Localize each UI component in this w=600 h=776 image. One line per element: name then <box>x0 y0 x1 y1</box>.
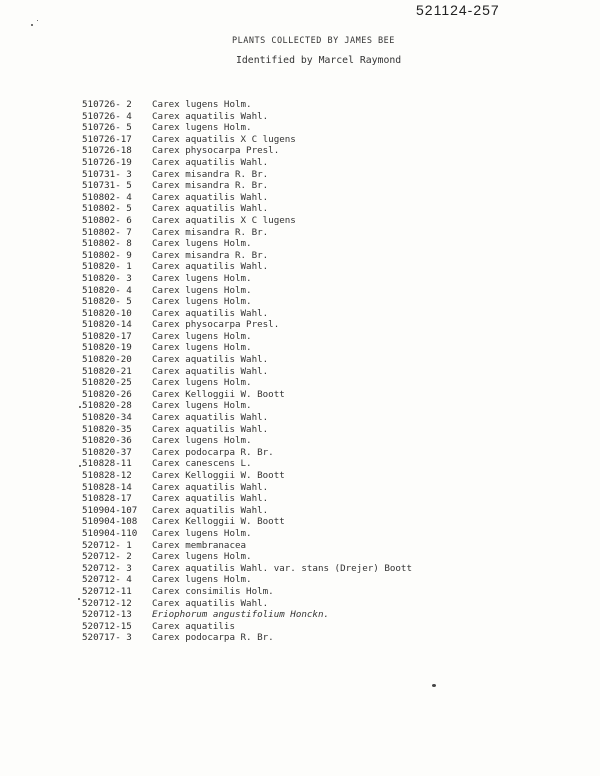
specimen-name: Carex aquatilis Wahl. <box>152 412 269 424</box>
specimen-number: 520712-13 <box>82 609 132 621</box>
specimen-list <box>82 99 412 644</box>
specimen-row <box>82 574 412 586</box>
specimen-name: Carex Kelloggii W. Boott <box>152 470 285 481</box>
scan-speck <box>79 406 81 408</box>
specimen-row <box>82 621 412 633</box>
specimen-row <box>82 389 412 401</box>
specimen-name: Carex lugens Holm. <box>152 122 252 134</box>
specimen-number: 510726-18 <box>82 145 132 157</box>
specimen-row <box>82 482 412 494</box>
specimen-number: 520712- 2 <box>82 551 132 563</box>
specimen-name: Carex lugens Holm. <box>152 99 252 110</box>
specimen-row <box>82 331 412 343</box>
specimen-number: 510828-12 <box>82 470 132 481</box>
specimen-number: 510820-36 <box>82 435 132 447</box>
specimen-name: Carex lugens Holm. <box>152 284 252 296</box>
specimen-name: Carex lugens Holm. <box>152 272 252 284</box>
specimen-row <box>82 505 412 517</box>
specimen-number: 510726-19 <box>82 156 132 168</box>
specimen-number: 510820- 4 <box>82 284 132 296</box>
specimen-number: 510904-107 <box>82 504 138 516</box>
specimen-row <box>82 238 412 250</box>
specimen-number: 510731- 5 <box>82 180 132 192</box>
specimen-row <box>82 493 412 505</box>
specimen-row <box>82 586 412 598</box>
specimen-name: Carex misandra R. Br. <box>152 249 269 261</box>
specimen-name: Carex physocarpa Presl. <box>152 145 280 157</box>
specimen-row <box>82 227 412 239</box>
specimen-row <box>82 400 412 412</box>
specimen-number: 510820-17 <box>82 330 132 342</box>
specimen-name: Carex Kelloggii W. Boott <box>152 516 285 528</box>
specimen-name: Carex misandra R. Br. <box>152 168 269 180</box>
specimen-number: 510820-34 <box>82 412 132 424</box>
specimen-row <box>82 157 412 169</box>
specimen-row <box>82 203 412 215</box>
specimen-name: Carex consimilis Holm. <box>152 585 274 597</box>
specimen-number: 510820-14 <box>82 319 132 331</box>
specimen-number: 520712-15 <box>82 620 132 632</box>
specimen-number: 510820-37 <box>82 446 132 458</box>
specimen-name: Carex misandra R. Br. <box>152 226 269 238</box>
specimen-row <box>82 540 412 552</box>
specimen-name: Carex aquatilis Wahl. <box>152 597 269 609</box>
specimen-number: 510802- 9 <box>82 249 132 261</box>
specimen-number: 510820-10 <box>82 307 132 319</box>
specimen-name: Carex aquatilis Wahl. <box>152 481 269 493</box>
specimen-row <box>82 342 412 354</box>
specimen-name: Carex Kelloggii W. Boott <box>152 388 285 400</box>
specimen-number: 510904-110 <box>82 527 138 539</box>
specimen-number: 510820-26 <box>82 388 132 400</box>
page-title: PLANTS COLLECTED BY JAMES BEE <box>232 36 395 46</box>
specimen-row <box>82 470 412 482</box>
specimen-number: 520712-12 <box>82 597 132 609</box>
specimen-number: 520712- 4 <box>82 574 132 586</box>
specimen-number: 510726-17 <box>82 133 132 145</box>
specimen-number: 510802- 4 <box>82 191 132 203</box>
specimen-number: 510828-17 <box>82 493 132 505</box>
specimen-number: 520717- 3 <box>82 632 132 644</box>
specimen-row <box>82 632 412 644</box>
specimen-row <box>82 528 412 540</box>
specimen-name: Carex lugens Holm. <box>152 238 252 250</box>
specimen-number: 510820-35 <box>82 423 132 435</box>
specimen-number: 520712-11 <box>82 585 132 597</box>
specimen-row <box>82 261 412 273</box>
specimen-number: 510802- 7 <box>82 226 132 238</box>
specimen-row <box>82 366 412 378</box>
page-subtitle: Identified by Marcel Raymond <box>236 55 402 66</box>
specimen-number: 510820-19 <box>82 342 132 354</box>
specimen-row <box>82 145 412 157</box>
specimen-row <box>82 551 412 563</box>
specimen-row <box>82 435 412 447</box>
specimen-row <box>82 447 412 459</box>
specimen-row <box>82 169 412 181</box>
specimen-name: Carex lugens Holm. <box>152 342 252 354</box>
scan-speck <box>432 684 436 687</box>
specimen-row <box>82 424 412 436</box>
specimen-number: 510820- 1 <box>82 261 132 273</box>
specimen-name: Carex aquatilis Wahl. <box>152 156 269 168</box>
specimen-name: Carex aquatilis Wahl. <box>152 504 269 516</box>
scan-speck <box>78 598 80 600</box>
specimen-number: 510820- 5 <box>82 296 132 308</box>
specimen-name: Carex lugens Holm. <box>152 527 252 539</box>
specimen-row <box>82 250 412 262</box>
specimen-row <box>82 192 412 204</box>
specimen-row <box>82 111 412 123</box>
specimen-name: Carex aquatilis Wahl. <box>152 307 269 319</box>
specimen-number: 510904-108 <box>82 516 138 528</box>
specimen-number: 510802- 5 <box>82 203 132 215</box>
specimen-name: Carex lugens Holm. <box>152 435 252 447</box>
scan-speck <box>79 465 81 467</box>
specimen-name: Carex aquatilis <box>152 620 235 632</box>
specimen-name: Carex aquatilis Wahl. <box>152 191 269 203</box>
specimen-row <box>82 134 412 146</box>
specimen-number: 510802- 6 <box>82 214 132 226</box>
specimen-row <box>82 215 412 227</box>
scan-speck <box>37 20 38 21</box>
specimen-number: 520712- 3 <box>82 562 132 574</box>
specimen-name: Carex canescens L. <box>152 458 252 470</box>
specimen-name: Carex lugens Holm. <box>152 400 252 412</box>
specimen-number: 510726- 4 <box>82 110 132 122</box>
specimen-name: Carex lugens Holm. <box>152 551 252 563</box>
specimen-row <box>82 563 412 575</box>
specimen-number: 510820- 3 <box>82 272 132 284</box>
specimen-row <box>82 319 412 331</box>
specimen-name: Carex aquatilis Wahl. <box>152 493 269 505</box>
specimen-number: 510828-14 <box>82 481 132 493</box>
specimen-row <box>82 308 412 320</box>
specimen-number: 510820-21 <box>82 365 132 377</box>
specimen-name: Carex aquatilis X C lugens <box>152 133 296 145</box>
specimen-row <box>82 180 412 192</box>
specimen-name: Carex aquatilis Wahl. <box>152 203 269 215</box>
specimen-name: Carex lugens Holm. <box>152 296 252 308</box>
specimen-number: 510726- 5 <box>82 122 132 134</box>
specimen-name: Carex misandra R. Br. <box>152 180 269 192</box>
specimen-name: Carex aquatilis Wahl. <box>152 110 269 122</box>
specimen-number: 510802- 8 <box>82 238 132 250</box>
specimen-row <box>82 354 412 366</box>
specimen-name: Carex aquatilis Wahl. <box>152 365 269 377</box>
document-id: 521124-257 <box>416 2 500 18</box>
scan-speck <box>31 24 33 26</box>
specimen-row <box>82 598 412 610</box>
specimen-row <box>82 516 412 528</box>
specimen-row <box>82 377 412 389</box>
specimen-name: Carex membranacea <box>152 539 247 551</box>
specimen-row <box>82 99 412 111</box>
specimen-row <box>82 458 412 470</box>
specimen-row <box>82 273 412 285</box>
specimen-number: 510731- 3 <box>82 168 132 180</box>
specimen-row <box>82 285 412 297</box>
specimen-row <box>82 412 412 424</box>
specimen-name: Carex lugens Holm. <box>152 330 252 342</box>
specimen-name: Eriophorum angustifolium Honckn. <box>152 609 330 621</box>
specimen-number: 510820-25 <box>82 377 132 389</box>
specimen-name: Carex physocarpa Presl. <box>152 319 280 331</box>
specimen-name: Carex aquatilis Wahl. <box>152 423 269 435</box>
specimen-number: 510828-11 <box>82 458 132 470</box>
specimen-row <box>82 296 412 308</box>
specimen-row <box>82 122 412 134</box>
specimen-name: Carex aquatilis Wahl. <box>152 354 269 366</box>
specimen-number: 510820-20 <box>82 354 132 366</box>
specimen-name: Carex podocarpa R. Br. <box>152 632 274 644</box>
specimen-name: Carex lugens Holm. <box>152 377 252 389</box>
specimen-name: Carex aquatilis Wahl. var. stans (Drejer) Boott <box>152 562 412 574</box>
specimen-number: 520712- 1 <box>82 539 132 551</box>
specimen-name: Carex aquatilis X C lugens <box>152 214 296 226</box>
specimen-name: Carex podocarpa R. Br. <box>152 446 274 458</box>
specimen-number: 510726- 2 <box>82 99 132 110</box>
specimen-name: Carex aquatilis Wahl. <box>152 261 269 273</box>
specimen-number: 510820-28 <box>82 400 132 412</box>
specimen-row <box>82 609 412 621</box>
specimen-name: Carex lugens Holm. <box>152 574 252 586</box>
